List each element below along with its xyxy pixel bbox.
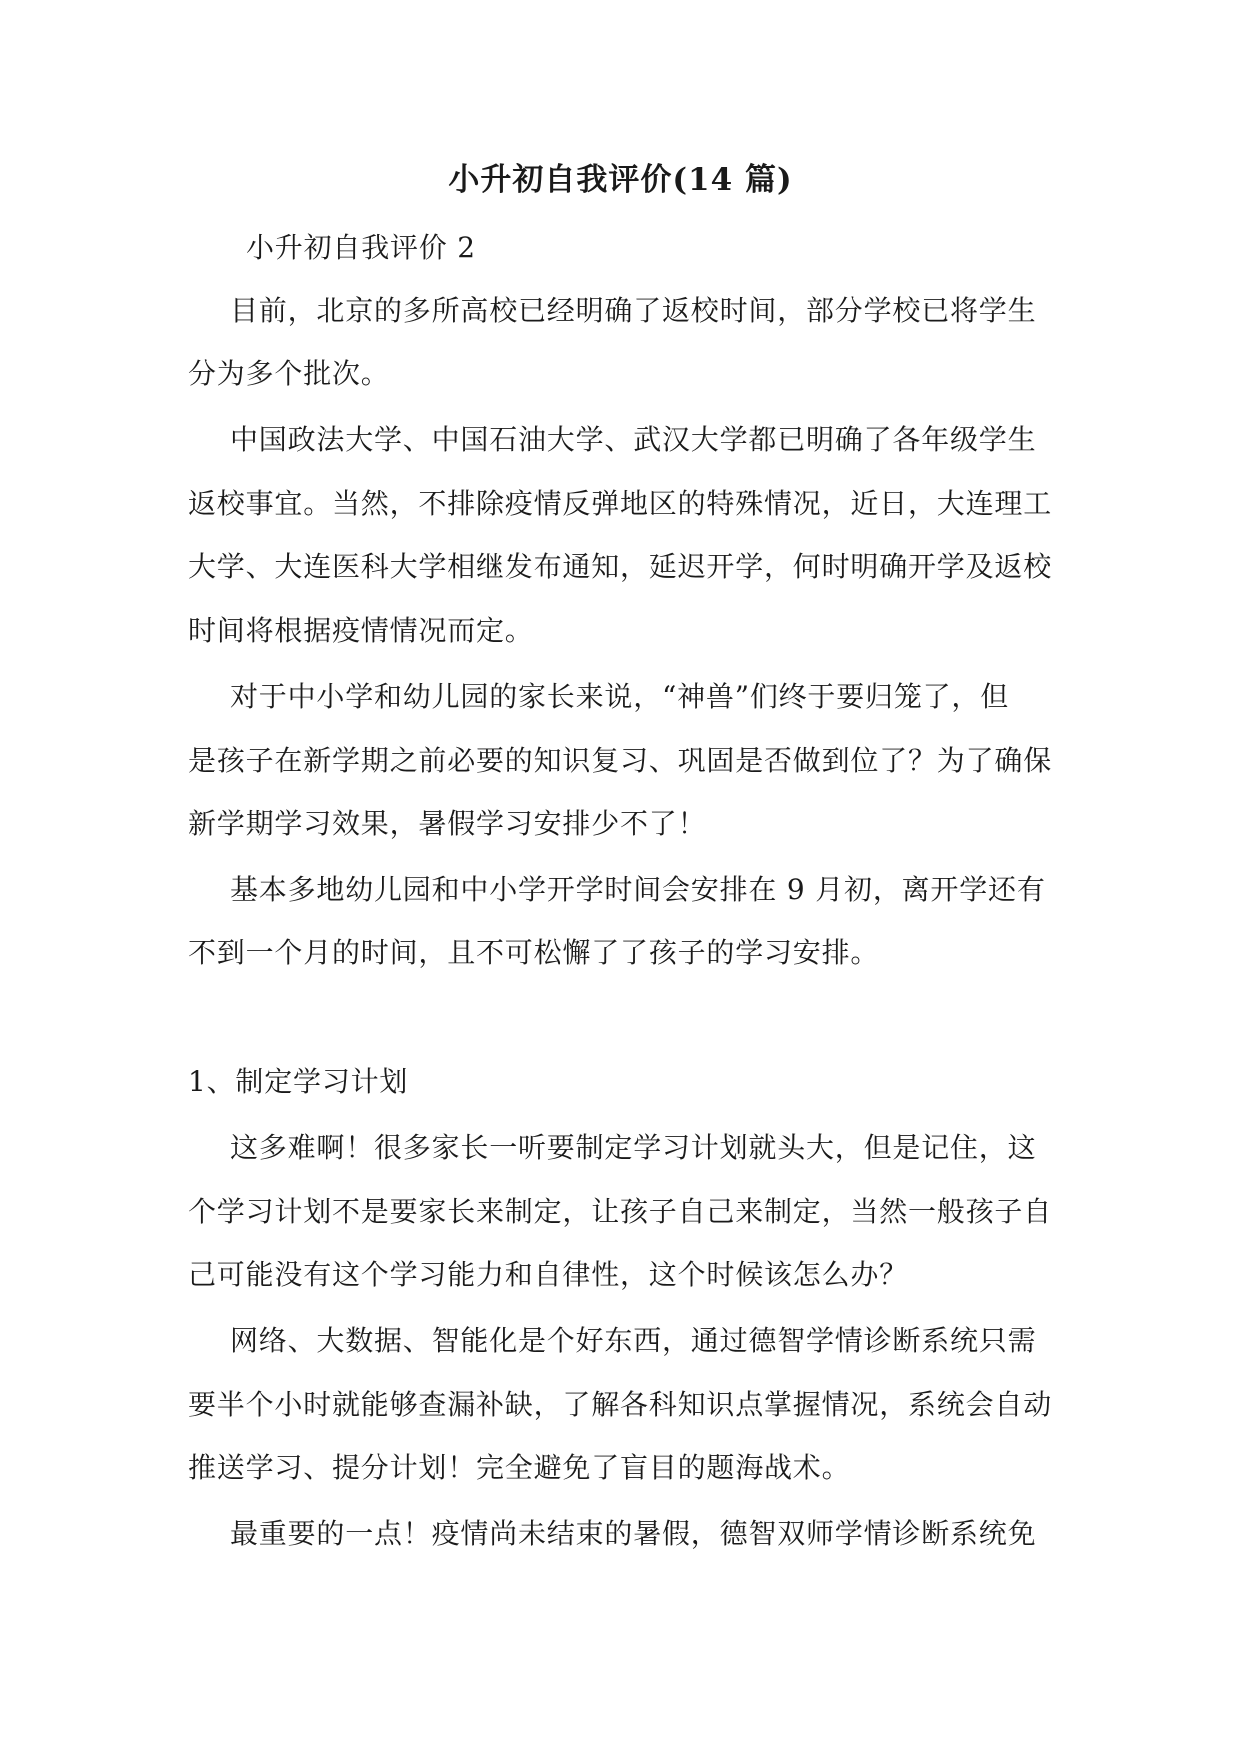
paragraph-line: 返校事宜。当然，不排除疫情反弹地区的特殊情况，近日，大连理工: [188, 487, 1053, 520]
paragraph-line: 基本多地幼儿园和中小学开学时间会安排在 9 月初，离开学还有: [230, 873, 1046, 906]
paragraph-line: 这多难啊！很多家长一听要制定学习计划就头大，但是记住，这: [230, 1131, 1037, 1164]
section-heading: 小升初自我评价 2: [246, 231, 476, 264]
paragraph-line: 推送学习、提分计划！完全避免了盲目的题海战术。: [188, 1451, 851, 1484]
paragraph-line: 中国政法大学、中国石油大学、武汉大学都已明确了各年级学生: [230, 423, 1037, 456]
paragraph-line: 对于中小学和幼儿园的家长来说，“神兽”们终于要归笼了，但: [230, 680, 1010, 713]
paragraph-line: 不到一个月的时间，且不可松懈了了孩子的学习安排。: [188, 936, 880, 969]
list-heading: 1、制定学习计划: [188, 1065, 409, 1098]
paragraph-line: 最重要的一点！疫情尚未结束的暑假，德智双师学情诊断系统免: [230, 1517, 1037, 1550]
paragraph-line: 时间将根据疫情情况而定。: [188, 614, 534, 647]
paragraph-line: 大学、大连医科大学相继发布通知，延迟开学，何时明确开学及返校: [188, 550, 1053, 583]
paragraph-line: 目前，北京的多所高校已经明确了返校时间，部分学校已将学生: [230, 294, 1037, 327]
paragraph-line: 网络、大数据、智能化是个好东西，通过德智学情诊断系统只需: [230, 1324, 1037, 1357]
paragraph-line: 新学期学习效果，暑假学习安排少不了！: [188, 807, 707, 840]
paragraph-line: 分为多个批次。: [188, 357, 390, 390]
paragraph-line: 是孩子在新学期之前必要的知识复习、巩固是否做到位了？为了确保: [188, 744, 1053, 777]
paragraph-line: 要半个小时就能够查漏补缺，了解各科知识点掌握情况，系统会自动: [188, 1388, 1053, 1421]
paragraph-line: 己可能没有这个学习能力和自律性，这个时候该怎么办？: [188, 1258, 909, 1291]
document-title: 小升初自我评价(14 篇): [448, 162, 793, 198]
paragraph-line: 个学习计划不是要家长来制定，让孩子自己来制定，当然一般孩子自: [188, 1195, 1053, 1228]
